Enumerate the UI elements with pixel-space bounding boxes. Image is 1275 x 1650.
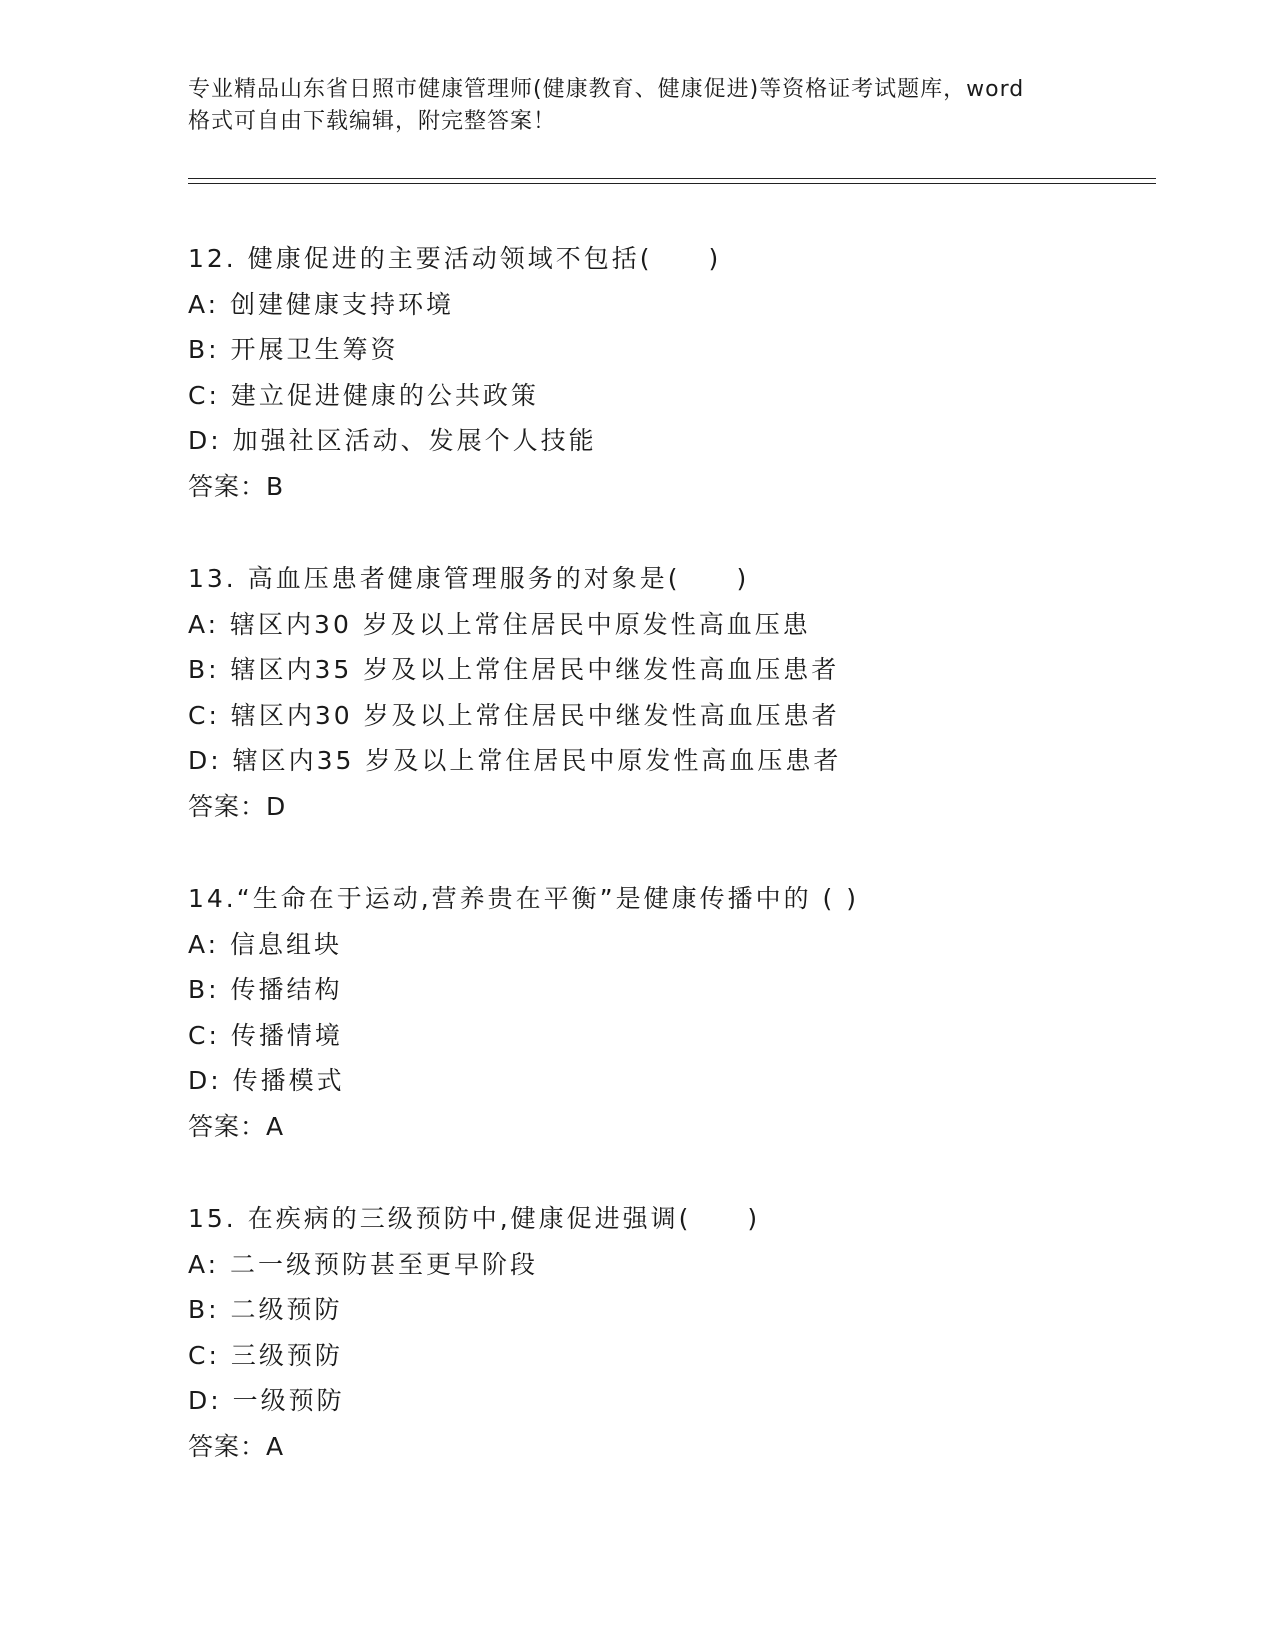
option-a: A: 二一级预防甚至更早阶段: [188, 1249, 539, 1279]
question-stem: 15. 在疾病的三级预防中,健康促进强调( ): [188, 1204, 761, 1233]
option-b: B: 开展卫生筹资: [188, 335, 399, 365]
question-stem: 14.“生命在于运动,营养贵在平衡”是健康传播中的 ( ): [188, 884, 860, 913]
option-c: C: 建立促进健康的公共政策: [188, 380, 539, 410]
option-a: A: 创建健康支持环境: [188, 289, 455, 319]
question-block: [188, 236, 1148, 510]
question-block: [188, 876, 1148, 1150]
header-line-1: 专业精品山东省日照市健康管理师(健康教育、健康促进)等资格证考试题库，word: [188, 77, 1025, 102]
question-stem: 13. 高血压患者健康管理服务的对象是( ): [188, 564, 750, 593]
header-divider-top: [188, 178, 1156, 179]
option-d: D: 一级预防: [188, 1386, 345, 1416]
header-divider-bottom: [188, 183, 1156, 184]
question-block: [188, 556, 1148, 830]
option-c: C: 三级预防: [188, 1340, 343, 1370]
option-a: A: 信息组块: [188, 929, 343, 959]
option-c: C: 辖区内30 岁及以上常住居民中继发性高血压患者: [188, 700, 840, 730]
option-a: A: 辖区内30 岁及以上常住居民中原发性高血压患: [188, 609, 811, 639]
option-c: C: 传播情境: [188, 1020, 343, 1050]
question-stem: 12. 健康促进的主要活动领域不包括( ): [188, 244, 722, 273]
answer-line: 答案：A: [188, 1431, 285, 1461]
option-d: D: 辖区内35 岁及以上常住居民中原发性高血压患者: [188, 746, 842, 776]
option-d: D: 传播模式: [188, 1066, 345, 1096]
answer-line: 答案：A: [188, 1111, 285, 1141]
option-b: B: 辖区内35 岁及以上常住居民中继发性高血压患者: [188, 655, 840, 685]
document-header: [188, 74, 1088, 138]
header-line-2: 格式可自由下载编辑，附完整答案！: [188, 109, 557, 134]
answer-line: 答案：B: [188, 471, 285, 501]
option-b: B: 传播结构: [188, 975, 343, 1005]
question-block: [188, 1196, 1148, 1470]
answer-line: 答案：D: [188, 791, 287, 821]
option-b: B: 二级预防: [188, 1295, 343, 1325]
option-d: D: 加强社区活动、发展个人技能: [188, 426, 597, 456]
